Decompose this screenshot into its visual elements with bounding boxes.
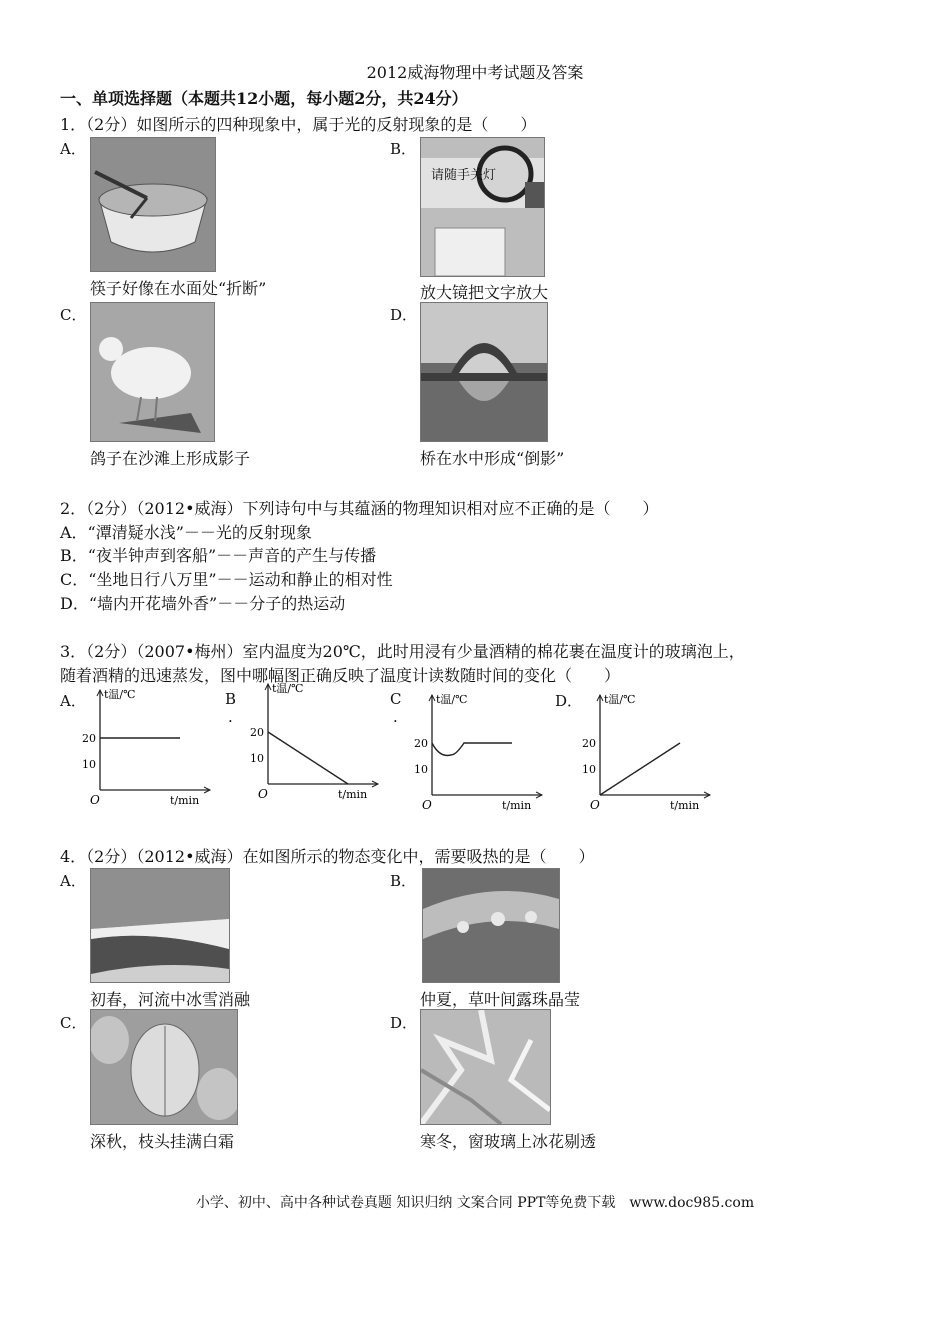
q4-caption-a: 初春，河流中冰雪消融 (90, 990, 251, 1009)
q1-label-d: D． (390, 306, 418, 324)
y-axis-label: t温/℃ (104, 688, 136, 701)
chopstick-bowl-image (90, 137, 216, 272)
q3-graph-b (238, 679, 388, 809)
q4-label-a: A． (60, 872, 86, 890)
y-tick-label-10: 10 (582, 763, 596, 776)
q4-label-b: B． (390, 872, 417, 890)
q4-label-c: C． (60, 1014, 87, 1032)
dove-shadow-image (90, 302, 215, 442)
q2-option-c: C．“坐地日行八万里”－－运动和静止的相对性 (60, 570, 393, 589)
q1-label-c: C． (60, 306, 87, 324)
q4-label-d: D． (390, 1014, 418, 1032)
q4-caption-c: 深秋，枝头挂满白霜 (90, 1132, 235, 1151)
x-axis-label: t/min (170, 794, 200, 807)
origin-label: O (90, 793, 100, 807)
q2-option-a: A．“潭清疑水浅”－－光的反射现象 (60, 523, 312, 542)
magnifier-sign-image (420, 137, 545, 277)
q1-caption-a: 筷子好像在水面处“折断” (90, 279, 267, 298)
y-tick-label-20: 20 (250, 726, 264, 739)
y-tick-label-10: 10 (250, 752, 264, 765)
q1-caption-d: 桥在水中形成“倒影” (420, 449, 565, 468)
bridge-reflection-image (420, 302, 548, 442)
origin-label: O (258, 787, 268, 801)
q1-label-a: A． (60, 140, 86, 158)
y-tick-label-20: 20 (582, 737, 596, 750)
x-axis-label: t/min (338, 788, 368, 801)
q3-label-c-dot: . (393, 708, 398, 726)
temperature-curve (600, 743, 680, 795)
x-axis-label: t/min (670, 799, 700, 812)
q4-caption-b: 仲夏，草叶间露珠晶莹 (420, 990, 581, 1009)
q3-label-a: A． (60, 692, 86, 710)
footer-text: 小学、初中、高中各种试卷真题 知识归纳 文案合同 PPT等免费下载 www.doc985.com (195, 1195, 755, 1211)
q2-option-b: B．“夜半钟声到客船”－－声音的产生与传播 (60, 546, 377, 565)
q3-graph-a (70, 685, 220, 815)
q1-caption-b: 放大镜把文字放大 (420, 283, 549, 302)
q1-caption-c: 鸽子在沙滩上形成影子 (90, 449, 251, 468)
q3-label-b: B (225, 690, 237, 708)
q3-graph-d (570, 690, 720, 820)
question-4-stem: 4．（2分）（2012•威海）在如图所示的物态变化中，需要吸热的是（ ） (60, 847, 595, 866)
y-axis-label: t温/℃ (604, 693, 636, 706)
sign-text: 请随手关灯 (431, 168, 497, 183)
question-2-stem: 2．（2分）（2012•威海）下列诗句中与其蕴涵的物理知识相对应不正确的是（ ） (60, 499, 659, 518)
section-heading: 一、单项选择题（本题共12小题，每小题2分，共24分） (60, 89, 468, 108)
question-3-stem-line2: 随着酒精的迅速蒸发，图中哪幅图正确反映了温度计读数随时间的变化（ ） (60, 666, 621, 685)
y-tick-label-20: 20 (82, 732, 96, 745)
y-axis-label: t温/℃ (272, 682, 304, 695)
frost-leaves-image (90, 1009, 238, 1125)
q1-label-b: B． (390, 140, 417, 158)
x-axis-label: t/min (502, 799, 532, 812)
q4-caption-d: 寒冬，窗玻璃上冰花剔透 (420, 1132, 597, 1151)
temperature-curve (432, 743, 512, 755)
temperature-curve (268, 732, 348, 784)
q3-label-c: C (390, 690, 402, 708)
question-1-stem: 1．（2分）如图所示的四种现象中，属于光的反射现象的是（ ） (60, 115, 537, 134)
q2-option-d: D．“墙内开花墙外香”－－分子的热运动 (60, 594, 346, 613)
y-axis-label: t温/℃ (436, 693, 468, 706)
origin-label: O (590, 798, 600, 812)
q3-label-b-dot: . (228, 708, 233, 726)
q3-graph-c (402, 690, 552, 820)
y-tick-label-10: 10 (82, 758, 96, 771)
question-3-stem-line1: 3．（2分）（2007•梅州）室内温度为20℃，此时用浸有少量酒精的棉花裹在温度计的玻璃泡上， (60, 642, 745, 661)
y-tick-label-10: 10 (414, 763, 428, 776)
melting-ice-river-image (90, 868, 230, 983)
dew-on-grass-image (422, 868, 560, 983)
window-ice-flower-image (420, 1009, 551, 1125)
origin-label: O (422, 798, 432, 812)
y-tick-label-20: 20 (414, 737, 428, 750)
page-title: 2012威海物理中考试题及答案 (366, 63, 584, 82)
q3-label-d: D． (555, 692, 583, 710)
